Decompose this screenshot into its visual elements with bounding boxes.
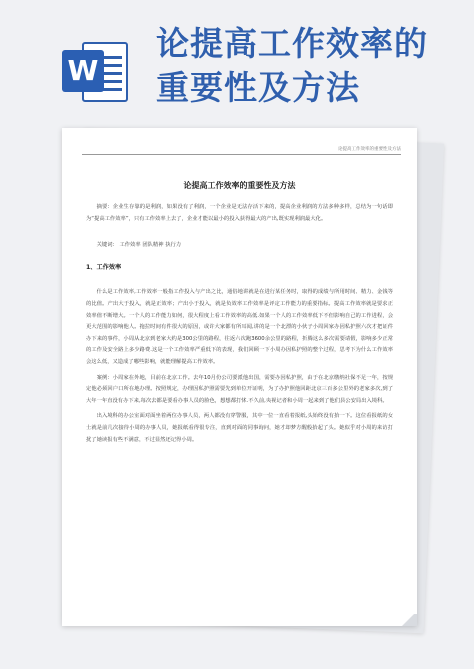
document-title: 论提高工作效率的重要性及方法 xyxy=(183,181,296,190)
section-heading: 1、工作效率 xyxy=(86,263,122,271)
banner-title-line1: 论提高工作效率的 xyxy=(156,24,428,63)
running-head: 论提高工作效率的重要性及方法 xyxy=(338,147,401,152)
word-icon xyxy=(62,38,132,106)
banner xyxy=(0,0,474,120)
banner-title xyxy=(156,22,466,110)
page-curl xyxy=(399,614,417,626)
body-paragraph: 什么是工作效率,工作效率一般指工作投入与产出之比，通俗地讲就是在进行某任务时，取得的成绩与所用时间、精力、金钱等的比值。产出大于投入，就是正效率；产出小于投入，就是负效率工作效率是评定工作能力的重要指标。提高工作效率就是要求正效率值不断增大。一个人的工作能力如何，很大程度上看工作效率的高低.如果一个人的工作效率低下不但影响自己的工作进程，会更大范围的影响他人。拖拉时间有件很大的原因，或许大家都有所耳闻,讲的是一个北漂的小伙子小周回家办因私护照六次才把证件办下来的事件，小周从北京到老家大约是300公里的路程，往返六次跑3600余公里的路程，折腾这么多次需要请假，影响多少正常的工作及安全路上多少路费.这是一个工作效率严重低下的表现，我们回顾一下小周办因私护照的整个过程，思考下为什么工作效率会这么低，又造成了哪些影响，就能理解提高工作效率。 xyxy=(86,289,393,365)
word-icon-letter: W xyxy=(62,50,104,92)
abstract-paragraph: 摘要：企业生存靠的是利润，如果没有了利润，一个企业是无法存活下来的，提高企业利润的方法多种多样，总结为一句话即为“提高工作效率”，只有工作效率上去了，企业才能以最小的投入获得最大的产出,既实现利润最大化。 xyxy=(86,204,393,222)
body-paragraph: 出入境科的办公室面对面坐着两位办事人员，两人都没有穿警服，其中一位一直看着报纸,头始终没有抬一下。这位看报纸的女士就是前几次接待小周的办事人员，她报纸看得很专注，直到对面的同事询问，她才却梦方醒般抬起了头。她似乎对小周的来访打扰了她读报有些不满意，不过显然还记得小周。 xyxy=(86,413,393,443)
keywords-line: 关键词： 工作效率 团队精神 执行力 xyxy=(96,242,182,249)
document-page xyxy=(62,128,417,626)
banner-title-line2: 重要性及方法 xyxy=(156,68,360,107)
header-rule xyxy=(82,154,401,155)
case-paragraph: 案例：小周家在外地，目前在北京工作。去年10月份公司要派他出国，需要办因私护照，由于在北京缴纳社保不足一年，按规定他必须回户口所在地办理。按照规定，办理因私护照需要先到单位开证明，为了办护照他回距北京三百多公里外的老家多次,到了大年一年直没有办下来,每次去都是要看办事人员的脸色，想想都打怵.不久前,央视记者和小周一起来到了他们县公安局出入境科。 xyxy=(86,374,393,404)
